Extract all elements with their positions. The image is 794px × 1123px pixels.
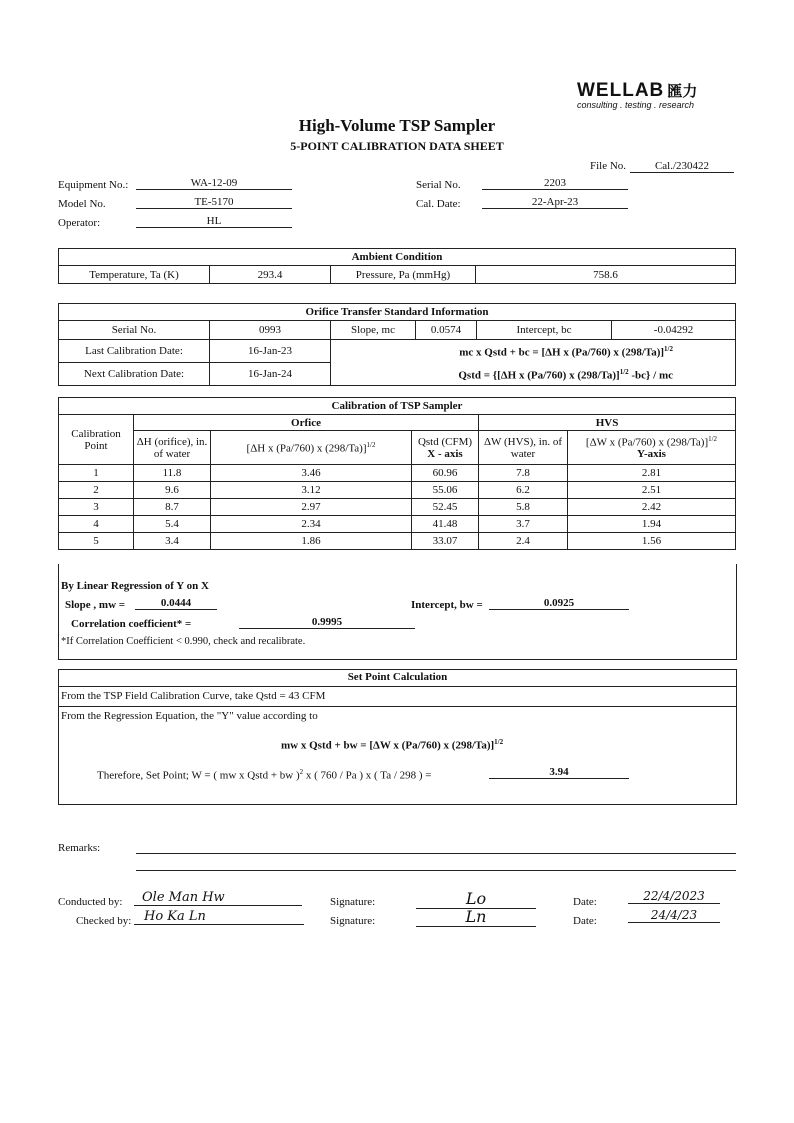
row-qstd: 33.07: [412, 533, 479, 550]
operator-value: HL: [136, 215, 292, 228]
signature-1: Lo: [416, 889, 536, 909]
orifice-title: Orifice Transfer Standard Information: [59, 304, 736, 321]
row-aw: 2.4: [479, 533, 568, 550]
remarks-line-2: [136, 870, 736, 871]
row-point: 2: [59, 482, 134, 499]
regression-title: By Linear Regression of Y on X: [61, 580, 209, 592]
model-no-label: Model No.: [58, 198, 106, 210]
temperature-label: Temperature, Ta (K): [59, 266, 210, 284]
setpoint-line2: From the Regression Equation, the "Y" value according to: [61, 710, 318, 722]
row-aw-expr: 2.42: [568, 499, 736, 516]
ambient-title: Ambient Condition: [59, 249, 736, 266]
row-dh-expr: 2.97: [211, 499, 412, 516]
next-cal-value: 16-Jan-24: [210, 363, 331, 386]
regression-slope-label: Slope , mw =: [65, 599, 126, 611]
model-no-value: TE-5170: [136, 196, 292, 209]
equipment-no-value: WA-12-09: [136, 177, 292, 190]
checked-by-signature: Ho Ka Ln: [134, 909, 304, 925]
col-aw-expr: [ΔW x (Pa/760) x (298/Ta)]$^{1/2}$ Y-axis: [568, 431, 736, 465]
signature-2: Ln: [416, 907, 536, 927]
row-dh-expr: 2.34: [211, 516, 412, 533]
orifice-intercept-label: Intercept, bc: [477, 321, 612, 340]
setpoint-line1-divider: [59, 706, 736, 707]
last-cal-value: 16-Jan-23: [210, 340, 331, 363]
orifice-serial-label: Serial No.: [59, 321, 210, 340]
ambient-table: [58, 248, 736, 284]
table-row: [59, 499, 736, 516]
page-subtitle: 5-POINT CALIBRATION DATA SHEET: [290, 139, 504, 153]
col-dh-expr: [ΔH x (Pa/760) x (298/Ta)]$^{1/2}$: [211, 431, 412, 465]
row-point: 5: [59, 533, 134, 550]
row-point: 4: [59, 516, 134, 533]
signature-label-1: Signature:: [330, 896, 376, 908]
setpoint-line1: From the TSP Field Calibration Curve, take Qstd = 43 CFM: [61, 690, 326, 702]
group-hvs: HVS: [479, 415, 736, 431]
signature-label-2: Signature:: [330, 915, 376, 927]
row-aw: 6.2: [479, 482, 568, 499]
setpoint-value: 3.94: [489, 766, 629, 779]
row-dh: 5.4: [134, 516, 211, 533]
pressure-label: Pressure, Pa (mmHg): [331, 266, 476, 284]
cal-date-label: Cal. Date:: [416, 198, 461, 210]
correlation-value: 0.9995: [239, 616, 415, 629]
next-cal-label: Next Calibration Date:: [59, 363, 210, 386]
cal-date-value: 22-Apr-23: [482, 196, 628, 209]
regression-intercept-value: 0.0925: [489, 597, 629, 610]
orifice-slope-label: Slope, mc: [331, 321, 416, 340]
operator-label: Operator:: [58, 217, 101, 229]
row-qstd: 41.48: [412, 516, 479, 533]
setpoint-title: Set Point Calculation: [347, 671, 448, 683]
col-dh: ΔH (orifice), in. of water: [134, 431, 211, 465]
conducted-by-label: Conducted by:: [58, 896, 123, 908]
remarks-label: Remarks:: [58, 842, 101, 854]
file-no-label: File No.: [590, 160, 627, 172]
calibration-title: Calibration of TSP Sampler: [59, 398, 736, 415]
file-no-value: Cal./230422: [630, 160, 734, 173]
table-row: [59, 465, 736, 482]
logo-subtitle: consulting . testing . research: [577, 100, 695, 110]
row-qstd: 52.45: [412, 499, 479, 516]
orifice-table: [58, 303, 736, 386]
row-dh: 11.8: [134, 465, 211, 482]
date-2: 24/4/23: [628, 908, 720, 923]
row-aw-expr: 2.51: [568, 482, 736, 499]
serial-no-value: 2203: [482, 177, 628, 190]
table-row: [59, 482, 736, 499]
temperature-value: 293.4: [210, 266, 331, 284]
orifice-intercept-value: -0.04292: [612, 321, 736, 340]
group-orifice: Orfice: [134, 415, 479, 431]
orifice-eq2: Qstd = {[ΔH x (Pa/760) x (298/Ta)]$^{1/2}$ -bc} / mc: [458, 367, 673, 382]
checked-by-label: Checked by:: [76, 915, 132, 927]
row-aw-expr: 1.94: [568, 516, 736, 533]
orifice-serial-value: 0993: [210, 321, 331, 340]
calibration-table: [58, 397, 736, 550]
row-point: 1: [59, 465, 134, 482]
row-point: 3: [59, 499, 134, 516]
setpoint-section: [58, 669, 737, 805]
col-calibration-point: Calibration Point: [59, 415, 134, 465]
row-dh-expr: 3.12: [211, 482, 412, 499]
orifice-slope-value: 0.0574: [416, 321, 477, 340]
logo-cn: 匯力: [667, 83, 698, 100]
company-logo: [577, 80, 727, 110]
row-dh-expr: 1.86: [211, 533, 412, 550]
row-dh: 3.4: [134, 533, 211, 550]
row-qstd: 60.96: [412, 465, 479, 482]
page-title: High-Volume TSP Sampler: [298, 116, 496, 135]
row-dh-expr: 3.46: [211, 465, 412, 482]
date-1: 22/4/2023: [628, 889, 720, 904]
conducted-by-signature: Ole Man Hw: [134, 890, 302, 906]
row-aw: 3.7: [479, 516, 568, 533]
row-qstd: 55.06: [412, 482, 479, 499]
row-aw: 5.8: [479, 499, 568, 516]
remarks-line-1: [136, 853, 736, 854]
col-aw: ΔW (HVS), in. of water: [479, 431, 568, 465]
table-row: [59, 516, 736, 533]
regression-intercept-label: Intercept, bw =: [411, 599, 483, 611]
correlation-note: *If Correlation Coefficient < 0.990, check and recalibrate.: [61, 636, 306, 647]
regression-slope-value: 0.0444: [135, 597, 217, 610]
orifice-eq1: mc x Qstd + bc = [ΔH x (Pa/760) x (298/Ta)]$^{1/2}$: [459, 345, 673, 359]
regression-section: [58, 564, 737, 660]
date-label-1: Date:: [573, 896, 597, 908]
pressure-value: 758.6: [476, 266, 736, 284]
row-dh: 9.6: [134, 482, 211, 499]
setpoint-equation: mw x Qstd + bw = [ΔW x (Pa/760) x (298/Ta)]$^{1/2}$: [281, 738, 504, 752]
row-dh: 8.7: [134, 499, 211, 516]
orifice-equations: [331, 340, 736, 386]
table-row: [59, 533, 736, 550]
correlation-label: Correlation coefficient* =: [71, 618, 192, 630]
row-aw-expr: 1.56: [568, 533, 736, 550]
serial-no-label: Serial No.: [416, 179, 461, 191]
equipment-no-label: Equipment No.:: [58, 179, 129, 191]
logo-text: WELLAB: [577, 80, 665, 101]
setpoint-therefore: Therefore, Set Point; W = ( mw x Qstd + bw )$^2$ x ( 760 / Pa ) x ( Ta / 298 ) =: [97, 768, 432, 782]
row-aw-expr: 2.81: [568, 465, 736, 482]
date-label-2: Date:: [573, 915, 597, 927]
last-cal-label: Last Calibration Date:: [59, 340, 210, 363]
col-qstd: Qstd (CFM) X - axis: [412, 431, 479, 465]
row-aw: 7.8: [479, 465, 568, 482]
setpoint-title-divider: [59, 686, 736, 687]
